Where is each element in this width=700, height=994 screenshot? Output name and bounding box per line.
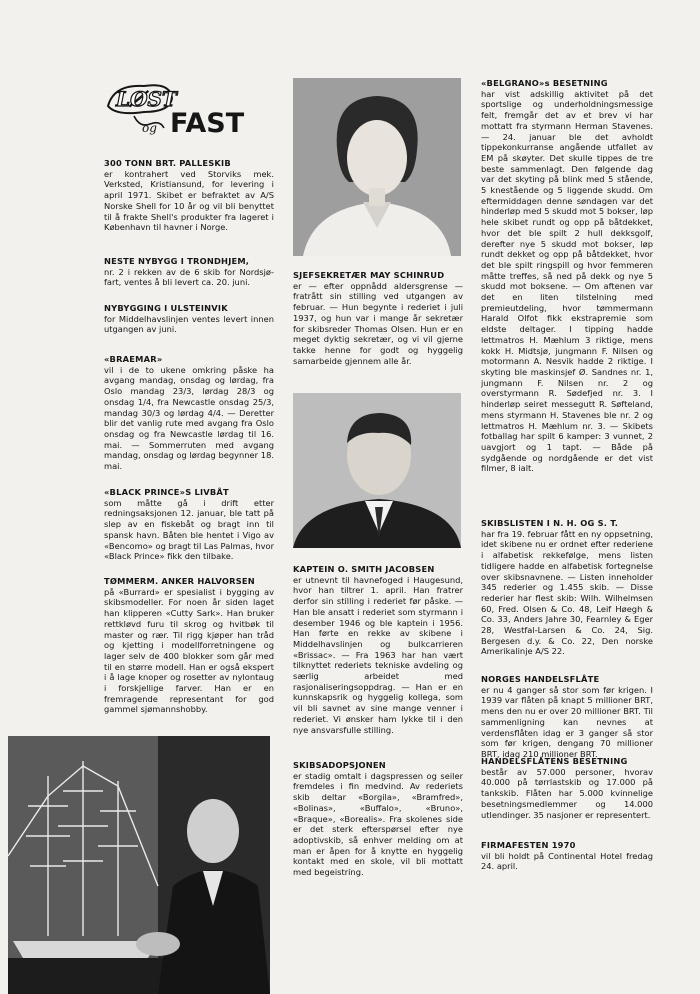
article-skibsadopsjonen xyxy=(293,760,463,878)
article-body: er stadig omtalt i dagspressen og seiler fremdeles i fin medvind. Av rederiets skib deltar «Borgila», «Bramfred», «Bolinas», «Buffalo», «Bruno», «Braque», «Borealis». Fra skolenes side er det sterk efterspørsel efter nye adoptivskib, så enhver melding om at man er åpen for å knytte en hyggelig kontakt med en skole, vil bli mottatt med begeistring. xyxy=(293,770,463,878)
article-firmafesten xyxy=(481,840,653,872)
article-body: er — efter oppnådd aldersgrense — fratrått sin stilling ved utgangen av februar. — Hun begynte i rederiet i juli 1937, og hun var i mange år sekretær for skibsreder Thomas Olsen. Hun er en meget dyktig sekretær, og vi vil gjerne takke henne for godt og hyggelig samarbeide gjennem alle år. xyxy=(293,280,463,366)
logo-word-og: og xyxy=(142,121,157,135)
article-title: SKIBSADOPSJONEN xyxy=(293,760,386,770)
article-body: for Middelhavslinjen ventes levert innen utgangen av juni. xyxy=(104,313,274,335)
article-anker-halvorsen xyxy=(104,576,274,715)
article-nybygg-trondhjem xyxy=(104,256,274,288)
photo-may-schinrud xyxy=(293,78,461,256)
article-body: som måtte gå i drift etter redningsaksjonen 12. januar, ble tatt på slep av en fiskebåt og bragt inn til spansk havn. Båten ble hentet i Vigo av «Bencomo» og bragt til Las Palmas, hvor «Black Prince» fikk den tilbake. xyxy=(104,497,275,562)
article-handelsflate-besetning xyxy=(481,756,653,820)
article-belgrano xyxy=(481,78,653,474)
article-title: SJEFSEKRETÆR MAY SCHINRUD xyxy=(293,270,445,280)
article-title: FIRMAFESTEN 1970 xyxy=(481,840,576,850)
article-skibslisten xyxy=(481,518,653,657)
article-title: HANDELSFLÅTENS BESETNING xyxy=(481,756,628,766)
article-title: 300 TONN BRT. PALLESKIB xyxy=(104,158,231,168)
article-title: NORGES HANDELSFLÅTE xyxy=(481,674,600,684)
article-body: består av 57.000 personer, hvorav 40.000 på tørrlastskib og 17.000 på tankskib. Flåten har 5.000 kvinnelige besetningsmedlemmer og 14.000 utlendinger. 35 nasjoner er representert. xyxy=(481,766,653,820)
article-title: NESTE NYBYGG I TRONDHJEM, xyxy=(104,256,250,266)
article-may-schinrud xyxy=(293,270,463,366)
article-title: «BRAEMAR» xyxy=(104,354,163,364)
article-body: har fra 19. februar fått en ny oppsetning, idet skibene nu er ordnet efter rederiene i alfabetisk rekkefølge, mens listen tidligere hadde en alfabetisk fortegnelse over skibsnavnene. — Listen inneholder 345 rederier og 1.455 skib. — Disse rederier har flest skib: Wilh. Wilhelmsen 60, Fred. Olsen & Co. 48, Leif Høegh & Co. 33, Anders Jahre 30, Fearnley & Eger 28, Westfal-Larsen & Co. 24, Sig. Bergesen d.y. & Co. 22, Den norske Amerikalinje A/S 22. xyxy=(481,528,653,657)
article-title: KAPTEIN O. SMITH JACOBSEN xyxy=(293,564,435,574)
article-title: «BLACK PRINCE»S LIVBÅT xyxy=(104,487,229,497)
article-title: TØMMERM. ANKER HALVORSEN xyxy=(104,576,255,586)
ship-model-photo-icon xyxy=(8,736,270,994)
article-title: «BELGRANO»s BESETNING xyxy=(481,78,608,88)
article-body: er kontrahert ved Storviks mek. Verksted, Kristiansund, for levering i april 1971. Skibet er befraktet av A/S Norske Shell for 10 år og vil bli benyttet til å frakte Shell's produkter fra lageret i København til havner i Norge. xyxy=(104,168,274,233)
article-palleskib xyxy=(104,158,274,233)
article-braemar xyxy=(104,354,274,472)
logo-word-lost: LØST xyxy=(116,87,177,111)
article-title: SKIBSLISTEN I N. H. OG S. T. xyxy=(481,518,619,528)
photo-smith-jacobsen xyxy=(293,393,461,548)
article-smith-jacobsen xyxy=(293,564,463,735)
article-title: NYBYGGING I ULSTEINVIK xyxy=(104,303,228,313)
portrait-woman-icon xyxy=(293,78,461,256)
article-black-prince xyxy=(104,487,274,562)
article-body: er nu 4 ganger så stor som før krigen. I 1939 var flåten på knapt 5 millioner BRT, mens den nu er over 20 millioner BRT. Til sammenligning kan nevnes at verdensflåten idag er 3 ganger så stor som før krigen, dengang 70 millioner BRT, idag 210 millioner BRT. xyxy=(481,684,653,759)
logo-word-fast: FAST xyxy=(170,108,245,138)
article-body: vil bli holdt på Continental Hotel fredag 24. april. xyxy=(481,850,653,872)
article-body: nr. 2 i rekken av de 6 skib for Nordsjø-fart, ventes å bli levert ca. 20. juni. xyxy=(104,266,274,288)
article-body: er utnevnt til havnefoged i Haugesund, hvor han tiltrer 1. april. Han fratrer derfor sin stilling i rederiet før påske. — Han ble ansatt i rederiet som styrmann i desember 1946 og ble kaptein i 1956. Han førte en rekke av skibene i Middelhavslinjen og bulkcarrieren «Brissac». — Fra 1963 har han vært tilknyttet rederiets tekniske avdeling og særlig arbeidet med rasjonaliseringsoppdrag. — Han er en kunnskapsrik og hyggelig kollega, som vil bli savnet av sine mange venner i rederiet. Vi ønsker ham lykke til i den nye ansvarsfulle stilling. xyxy=(293,574,463,735)
article-body: har vist adskillig aktivitet på det sportslige og underholdningsmessige felt, fremgår det av et brev vi har mottatt fra styrmann Herman Stavenes. — 24. januar ble det avholdt tippekonkurranse angående utfallet av EM på skøyter. Det skulle tippes de tre beste sammenlagt. Den følgende dag var det skyting på blink med 5 stående, 5 knestående og 5 liggende skudd. Om eftermiddagen denne søndagen var det hinderløp med 5 skudd mot 5 bokser, løp hele skibet rundt og opp på båtdekket, hvor det ble spilt 2 hull dekksgolf, derefter nye 5 skudd mot bokser, løp rundt dekket og opp på båtdekket, hvor det ble spilt ringspill og hvor femmeren måtte treffes, så ned på dekk og nye 5 skudd mot boksene. — Om aftenen var det en liten tilstelning med premieutdeling, hvor tømmermann Harald Olfot fikk ekstrapremie som eldste deltager. I tipping hadde lettmatros H. Mæhlum 3 riktige, mens kokk H. Midtsjø, jungmann F. Nilsen og motormann A. Nesvik hadde 2 riktige. I skyting ble maskinsjef Ø. Sandnes nr. 1, jungmann F. Nilsen nr. 2 og overstyrmann R. Sødefjed nr. 3. I hinderløp seiret messegutt R. Søfteland, mens styrmann H. Stavenes ble nr. 2 og lettmatros H. Mæhlum nr. 3. — Skibets fotballag har spilt 6 kamper: 3 vunnet, 2 uavgjort og 1 tapt. — Både på sydgående og nordgående er det vist filmer, 8 ialt. xyxy=(481,88,653,474)
article-handelsflate xyxy=(481,674,653,760)
article-body: på «Burrard» er spesialist i bygging av skibsmodeller. For noen år siden laget han klipperen «Cutty Sark». Han bruker rettkløvd furu til skrog og hvitbøk til master og rær. Til rigg kjøper han tråd og kjetting i modellforretningene og lager selv de 400 blokker som går med til en større modell. Han er også ekspert i å lage knoper og rosetter av nylontaug i forskjellige farver. Han er en fremragende representant for god gammel sjømannshobby. xyxy=(104,586,274,715)
lost-og-fast-logo xyxy=(104,78,254,138)
portrait-man-icon xyxy=(293,393,461,548)
article-body: vil i de to ukene omkring påske ha avgang mandag, onsdag og lørdag, fra Oslo mandag 23/3, lørdag 28/3 og onsdag 1/4, fra Newcastle onsdag 25/3, mandag 30/3 og lørdag 4/4. — Deretter blir det vanlig rute med avgang fra Oslo onsdag og fra Newcastle lørdag til 16. mai. — Sommerruten med avgang mandag, onsdag og lørdag begynner 18. mai. xyxy=(104,364,274,472)
article-nybygging-ulsteinvik xyxy=(104,303,274,335)
photo-ship-model xyxy=(8,736,270,994)
